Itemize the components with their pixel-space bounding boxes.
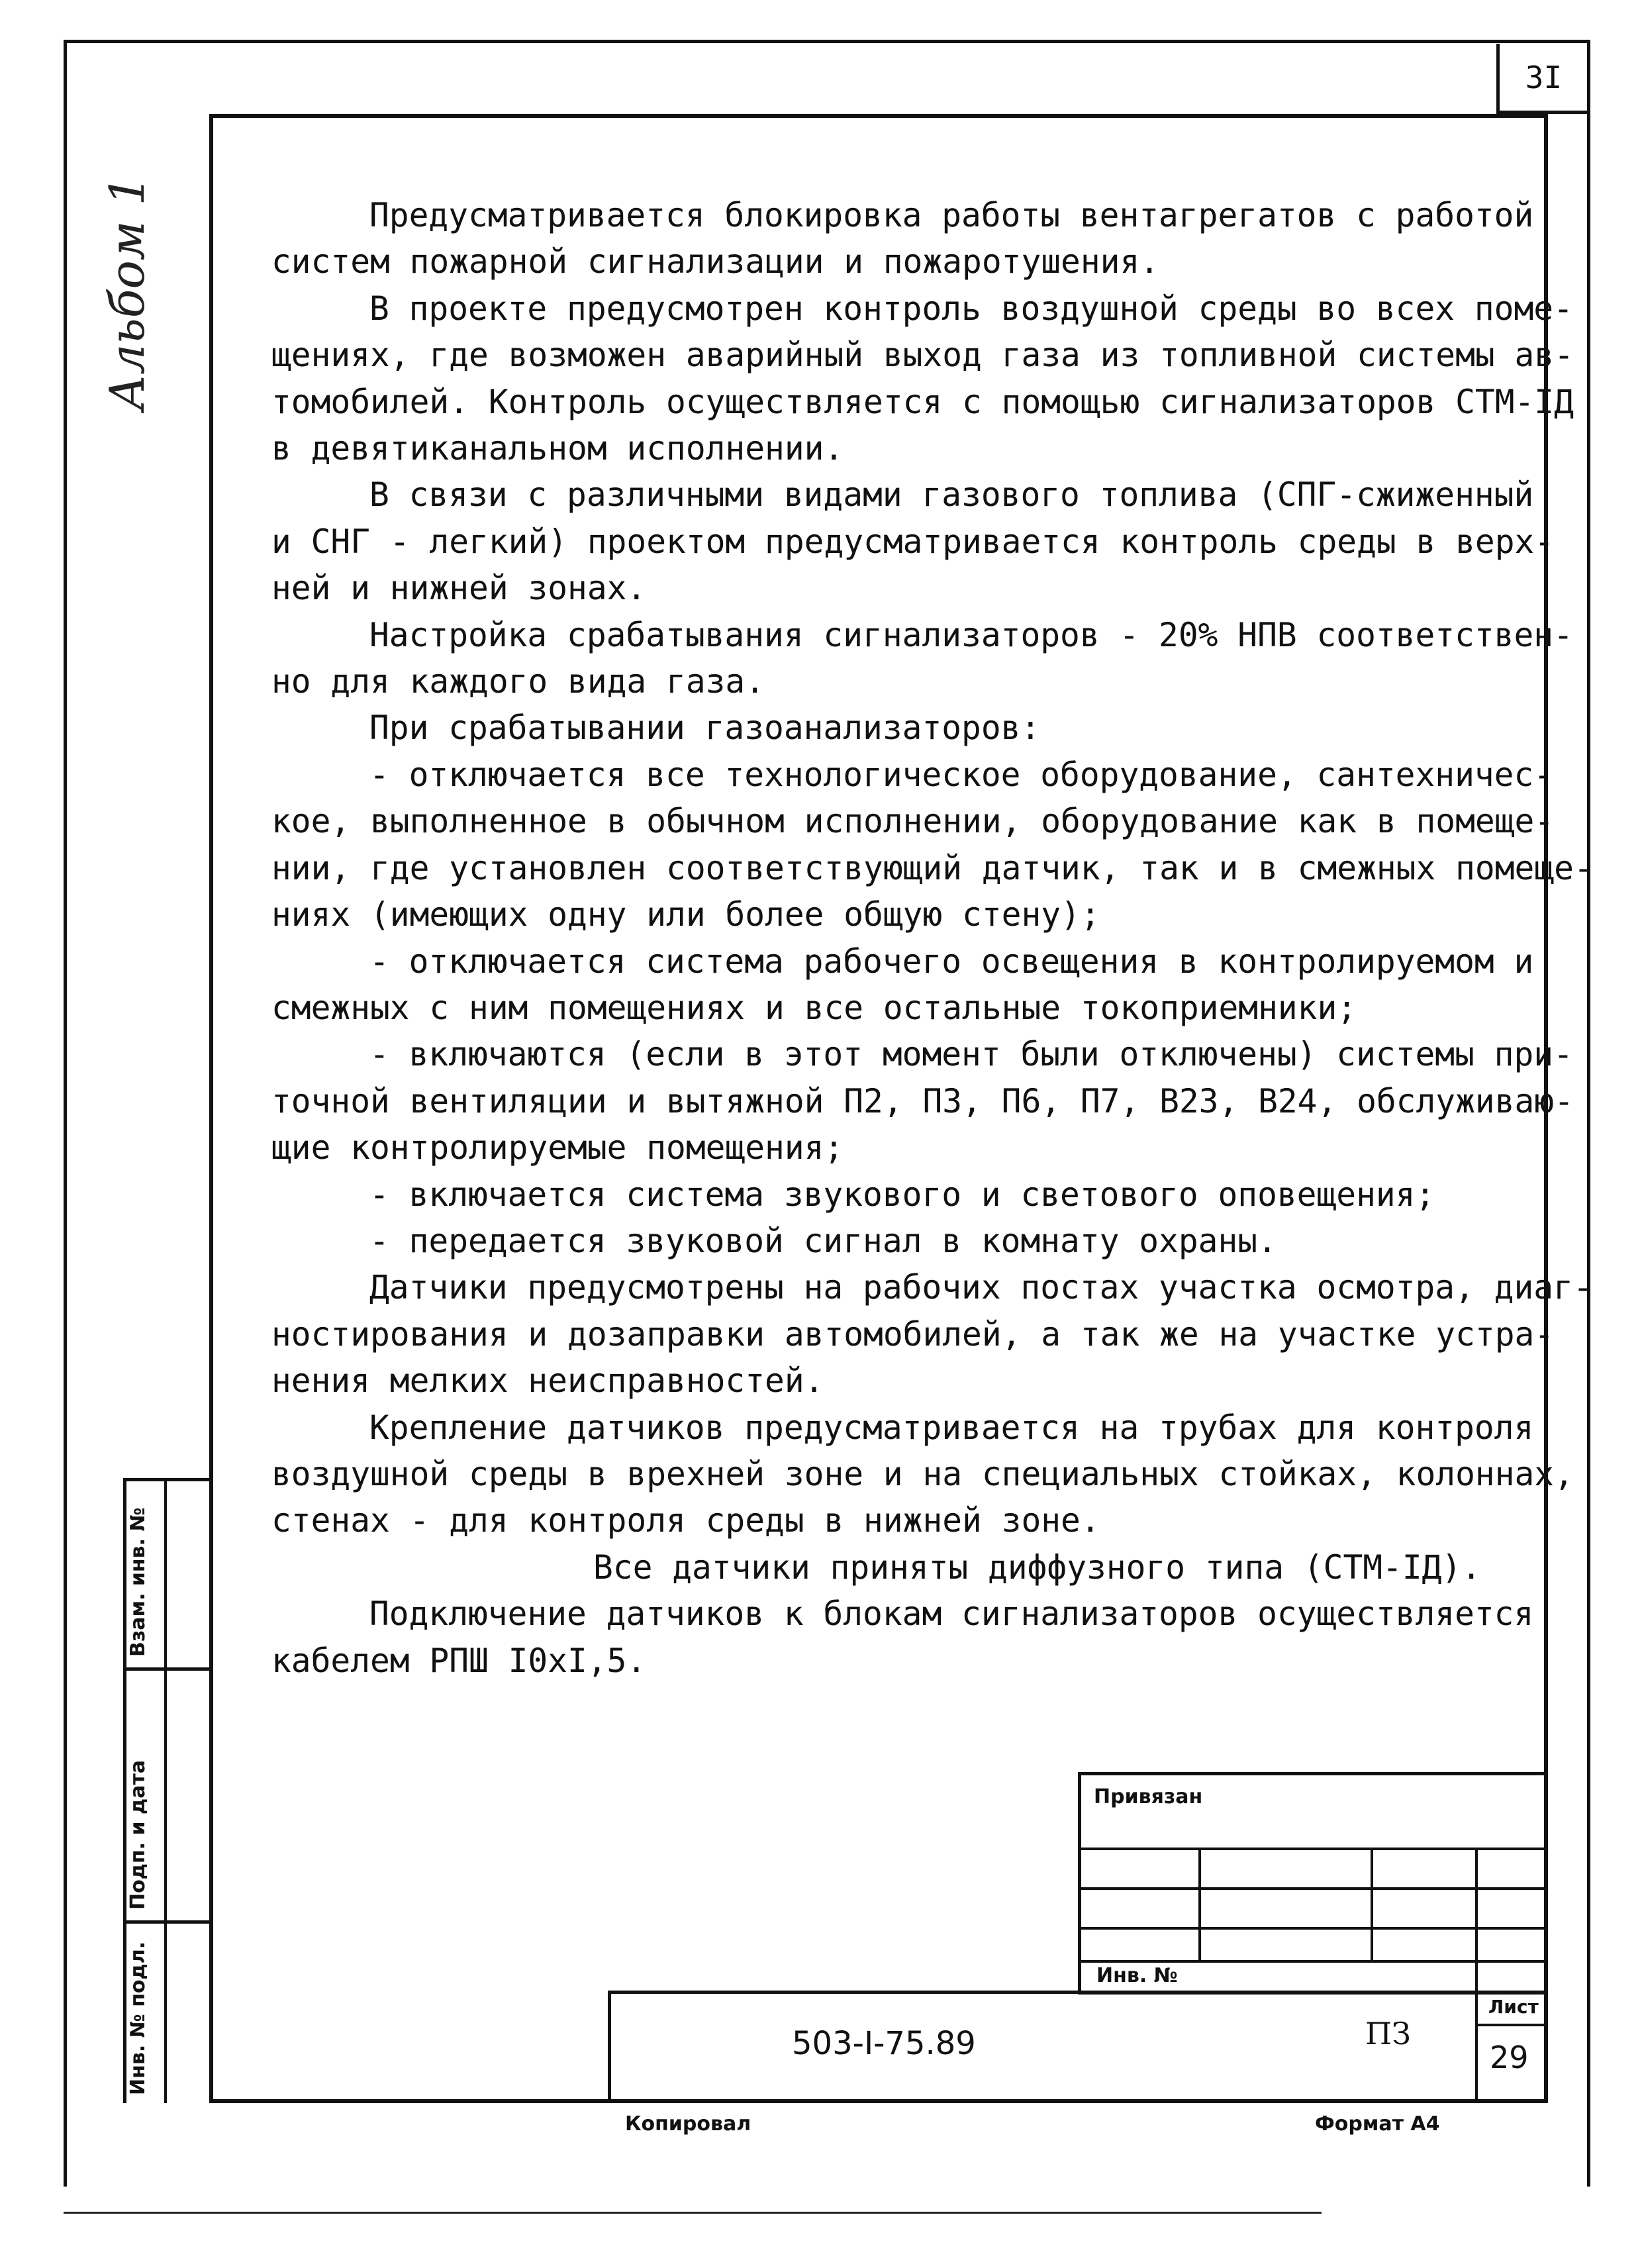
body-line: При срабатывании газоанализаторов: — [369, 709, 1041, 748]
body-line: точной вентиляции и вытяжной П2, П3, П6, П7, В23, В24, обслуживаю- — [271, 1081, 1574, 1120]
footer-copied: Копировал — [625, 2112, 751, 2136]
footer-format: Формат А4 — [1315, 2112, 1440, 2136]
sheet-tab-number: 3I — [1496, 44, 1588, 114]
body-line: томобилей. Контроль осуществляется с помощью сигнализаторов СТМ-IД — [271, 382, 1574, 421]
title-row-line — [1475, 2024, 1548, 2026]
body-line: кое, выполненное в обычном исполнении, оборудование как в помеще- — [271, 802, 1555, 841]
body-line: но для каждого вида газа. — [271, 662, 765, 701]
body-line: щениях, где возможен аварийный выход газа из топливной системы ав- — [271, 336, 1574, 375]
body-line: - включается система звукового и светового оповещения; — [369, 1175, 1435, 1214]
body-line: - отключается все технологическое оборудование, сантехничес- — [369, 755, 1554, 794]
body-line: - отключается система рабочего освещения в контролируемом и — [369, 942, 1534, 981]
document-body — [271, 192, 1594, 1684]
body-line: щие контролируемые помещения; — [271, 1128, 844, 1167]
body-line: ностирования и дозаправки автомобилей, а так же на участке устра- — [271, 1314, 1555, 1354]
doc-type: ПЗ — [1365, 2016, 1411, 2051]
body-line: нии, где установлен соответствующий датчик, так и в смежных помеще- — [271, 848, 1594, 887]
body-line: Подключение датчиков к блокам сигнализаторов осуществляется — [369, 1595, 1534, 1634]
body-line: Настройка срабатывания сигнализаторов - 20% НПВ соответствен- — [369, 615, 1573, 654]
body-line: стенах - для контроля среды в нижней зоне. — [271, 1501, 1100, 1540]
body-line: воздушной среды в врехней зоне и на специальных стойках, колоннах, — [271, 1454, 1574, 1493]
body-line: кабелем РПШ I0хI,5. — [271, 1641, 647, 1680]
body-line: В проекте предусмотрен контроль воздушной среды во всех поме- — [369, 289, 1573, 328]
side-label-inv-orig: Инв. № подл. — [126, 1941, 150, 2095]
attached-label: Привязан — [1094, 1785, 1203, 1808]
doc-code: 503-I-75.89 — [792, 2025, 976, 2062]
stamp-col-line — [1198, 1848, 1201, 1961]
side-label-sign-date: Подп. и дата — [126, 1759, 150, 1910]
body-line: нения мелких неисправностей. — [271, 1361, 824, 1401]
sheet-label: Лист — [1488, 1996, 1539, 2018]
outer-frame-bottom — [64, 2212, 1322, 2214]
body-line: - передается звуковой сигнал в комнату охраны. — [369, 1221, 1277, 1260]
body-line: В связи с различными видами газового топлива (СПГ-сжиженный — [369, 475, 1534, 515]
body-line: Крепление датчиков предусматривается на трубах для контроля — [369, 1408, 1534, 1447]
inv-no-label: Инв. № — [1096, 1964, 1178, 1987]
body-line: в девятиканальном исполнении. — [271, 429, 844, 468]
body-line: Предусматривается блокировка работы вентагрегатов с работой — [369, 196, 1534, 234]
body-line: смежных с ним помещениях и все остальные токоприемники; — [271, 988, 1357, 1027]
body-line: ниях (имеющих одну или более общую стену); — [271, 895, 1100, 934]
body-line: и СНГ - легкий) проектом предусматривается контроль среды в верх- — [271, 522, 1555, 561]
body-line: Все датчики приняты диффузного типа (СТМ-IД). — [593, 1548, 1482, 1587]
side-label-replace-inv: Взам. инв. № — [126, 1507, 150, 1657]
body-line: систем пожарной сигнализации и пожаротушения. — [271, 242, 1160, 281]
sheet-number: 29 — [1490, 2040, 1529, 2075]
title-col-line — [1475, 1991, 1478, 2103]
body-line: ней и нижней зонах. — [271, 569, 647, 608]
stamp-col-line — [1371, 1848, 1373, 1961]
stamp-col-line — [1475, 1848, 1478, 1995]
body-line: Датчики предусмотрены на рабочих постах участка осмотра, диаг- — [369, 1268, 1593, 1307]
body-line: - включаются (если в этот момент были отключены) системы при- — [369, 1035, 1573, 1074]
album-handwritten-mark: Альбом 1 — [99, 175, 155, 411]
